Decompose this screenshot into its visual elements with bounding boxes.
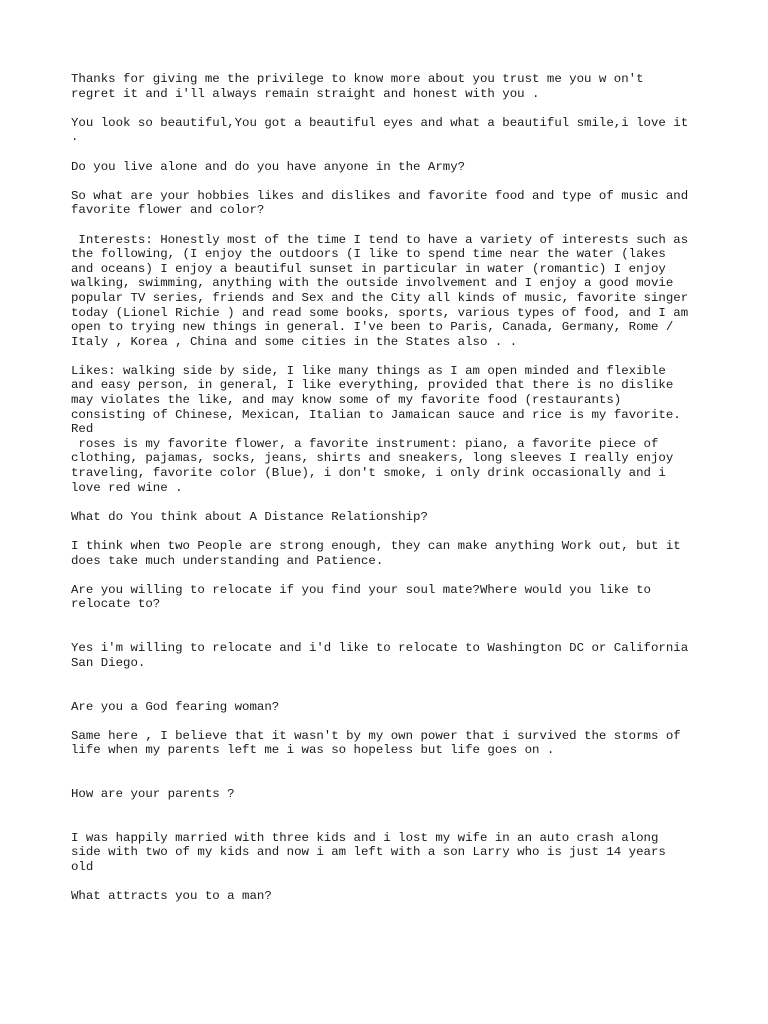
question-parents: How are your parents ?	[71, 787, 235, 802]
question-attracts: What attracts you to a man?	[71, 889, 272, 904]
paragraph-thanks: Thanks for giving me the privilege to know more about you trust me you w on't regret it and i'll always remain straight and honest with you .	[71, 72, 644, 101]
question-god-fearing: Are you a God fearing woman?	[71, 699, 280, 714]
paragraph-interests: Interests: Honestly most of the time I tend to have a variety of interests such as the following, (I enjoy the outdoors (I like to spend time near the water (lakes and oceans) I enjoy a beautiful sunset in particular in water (romantic) I enjoy walking, swimming, anything with the outside involvement and I enjoy a good movie popular TV series, friends and Sex and the City all kinds of music, favorite singer today (Lionel Richie ) and read some books, sports, various types of food, and I am open to trying new things in general. I've been to Paris, Canada, Germany, Rome / Italy , Korea , China and some cities in the States also . .	[71, 232, 689, 349]
answer-god-fearing: Same here , I believe that it wasn't by my own power that i survived the storms of life when my parents left me i was so hopeless but life goes on .	[71, 728, 681, 758]
paragraph-compliment: You look so beautiful,You got a beautiful eyes and what a beautiful smile,i love it .	[71, 115, 689, 145]
answer-parents: I was happily married with three kids and i lost my wife in an auto crash along side with two of my kids and now i am left with a son Larry who is just 14 years old	[71, 830, 666, 875]
question-hobbies: So what are your hobbies likes and dislikes and favorite food and type of music and favorite flower and color?	[71, 188, 689, 218]
answer-distance-relationship: I think when two People are strong enough, they can make anything Work out, but it does take much understanding and Patience.	[71, 539, 681, 568]
paragraph-likes: Likes: walking side by side, I like many things as I am open minded and flexible and easy person, in general, I like everything, provided that there is no dislike may violates the like, and may know some of my favorite food (restaurants) consisting of Chinese, Mexican, Italian to Jamaican sauce and rice is my favorite. Red roses is my favorite flower, a favorite instrument: piano, a favorite piece of clothing, pajamas, socks, jeans, shirts and sneakers, long sleeves I really enjoy traveling, favorite color (Blue), i don't smoke, i only drink occasionally and i love red wine .	[71, 363, 681, 495]
question-live-alone: Do you live alone and do you have anyone in the Army?	[71, 159, 466, 174]
question-relocate: Are you willing to relocate if you find your soul mate?Where would you like to relocate to?	[71, 582, 651, 612]
question-distance-relationship: What do You think about A Distance Relationship?	[71, 509, 428, 524]
answer-relocate: Yes i'm willing to relocate and i'd like to relocate to Washington DC or California San Diego.	[71, 641, 689, 670]
document-page	[71, 72, 711, 904]
